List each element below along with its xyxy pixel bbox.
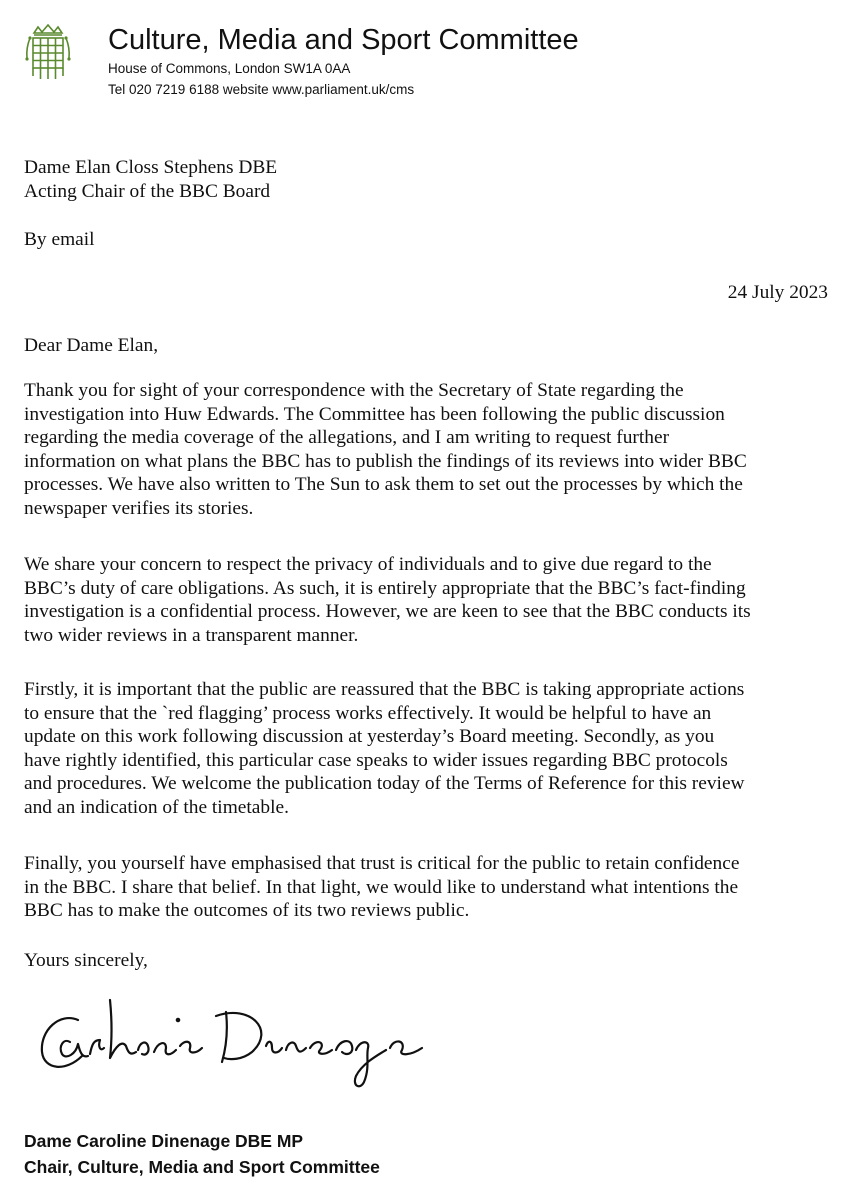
paragraph-line: Finally, you yourself have emphasised that trust is critical for the public to retain confidence [24, 853, 740, 874]
recipient-title: Acting Chair of the BBC Board [24, 180, 271, 202]
committee-name: Culture, Media and Sport Committee [108, 24, 579, 56]
signatory-block [24, 1128, 380, 1180]
paragraph-1 [24, 379, 828, 520]
letterhead-text [108, 22, 579, 100]
paragraph-line: two wider reviews in a transparent manner. [24, 624, 359, 646]
paragraph-line: We share your concern to respect the privacy of individuals and to give due regard to the [24, 554, 712, 575]
paragraph-line: have rightly identified, this particular case speaks to wider issues regarding BBC protocols [24, 749, 728, 771]
paragraph-line: and an indication of the timetable. [24, 796, 289, 818]
committee-contact: Tel 020 7219 6188 website www.parliament.uk/cms [108, 82, 415, 97]
paragraph-line: and procedures. We welcome the publication today of the Terms of Reference for this review [24, 773, 745, 794]
paragraph-line: Firstly, it is important that the public are reassured that the BBC is taking appropriate actions [24, 679, 745, 700]
delivery-method: By email [24, 229, 95, 250]
closing: Yours sincerely, [24, 950, 148, 971]
portcullis-icon [24, 24, 72, 80]
paragraph-line: Thank you for sight of your correspondence with the Secretary of State regarding the [24, 380, 684, 401]
letter-date: 24 July 2023 [727, 282, 828, 303]
paragraph-line: regarding the media coverage of the allegations, and I am writing to request further [24, 427, 670, 448]
paragraph-line: investigation is a confidential process. However, we are keen to see that the BBC conducts its [24, 601, 751, 622]
paragraph-line: newspaper verifies its stories. [24, 497, 254, 519]
paragraph-4 [24, 852, 828, 923]
paragraph-line: investigation into Huw Edwards. The Committee has been following the public discussion [24, 403, 725, 425]
paragraph-line: processes. We have also written to The Sun to ask them to set out the processes by which the [24, 474, 743, 495]
recipient-address [24, 156, 828, 203]
paragraph-line: BBC has to make the outcomes of its two reviews public. [24, 900, 470, 921]
letterhead [24, 22, 824, 102]
handwritten-signature [30, 990, 450, 1100]
salutation: Dear Dame Elan, [24, 335, 159, 356]
paragraph-line: to ensure that the `red flagging’ process works effectively. It would be helpful to have an [24, 702, 712, 724]
signatory-title: Chair, Culture, Media and Sport Committee [24, 1157, 380, 1177]
paragraph-line: in the BBC. I share that belief. In that light, we would like to understand what intentions the [24, 876, 739, 898]
paragraph-3 [24, 678, 828, 819]
recipient-name: Dame Elan Closs Stephens DBE [24, 157, 278, 178]
paragraph-line: information on what plans the BBC has to publish the findings of its reviews into wider BBC [24, 450, 747, 472]
committee-address: House of Commons, London SW1A 0AA [108, 61, 351, 76]
paragraph-line: BBC’s duty of care obligations. As such, it is entirely appropriate that the BBC’s fact-finding [24, 577, 746, 599]
paragraph-line: update on this work following discussion at yesterday’s Board meeting. Secondly, as you [24, 726, 715, 747]
paragraph-2 [24, 553, 828, 647]
signatory-name: Dame Caroline Dinenage DBE MP [24, 1131, 304, 1151]
